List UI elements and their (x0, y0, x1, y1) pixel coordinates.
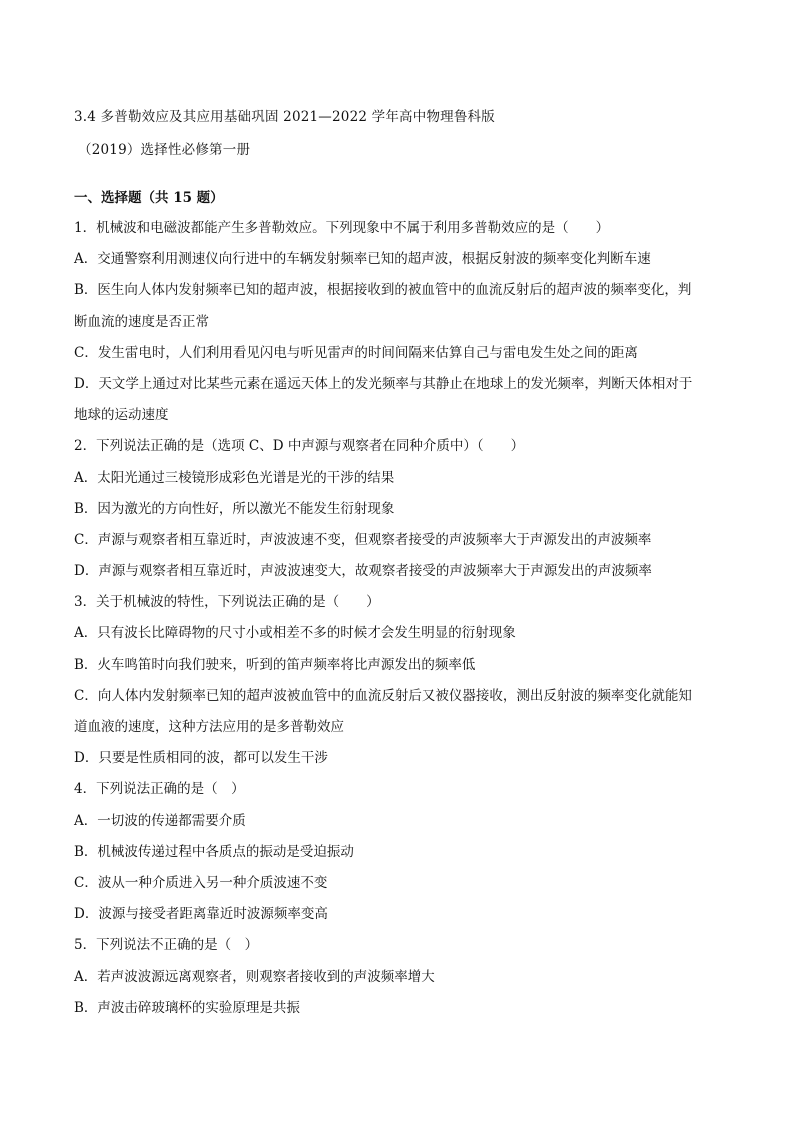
question-line: A．只有波长比障碍物的尺寸小或相差不多的时候才会发生明显的衍射现象 (74, 625, 516, 642)
question-line: B．机械波传递过程中各质点的振动是受迫振动 (74, 843, 354, 860)
question-line: D．天文学上通过对比某些元素在遥远天体上的发光频率与其静止在地球上的发光频率，判断天体相对于 (74, 375, 693, 392)
question-line: B．医生向人体内发射频率已知的超声波，根据接收到的被血管中的血流反射后的超声波的频率变化，判 (74, 282, 692, 299)
question-line: B．声波击碎玻璃杯的实验原理是共振 (74, 999, 300, 1016)
title-line-1: 3.4 多普勒效应及其应用基础巩固 2021—2022 学年高中物理鲁科版 (74, 109, 495, 125)
question-line: A．若声波波源远离观察者，则观察者接收到的声波频率增大 (74, 968, 435, 985)
question-line: 1．机械波和电磁波都能产生多普勒效应。下列现象中不属于利用多普勒效应的是（ ） (74, 220, 610, 236)
question-line: D．波源与接受者距离靠近时波源频率变高 (74, 906, 328, 923)
question-line: 3．关于机械波的特性，下列说法正确的是（ ） (74, 594, 380, 611)
question-line: 5．下列说法不正确的是（ ） (74, 937, 259, 954)
question-line: D．声源与观察者相互靠近时，声波波速变大，故观察者接受的声波频率大于声源发出的声波频率 (74, 563, 652, 580)
question-line: 4．下列说法正确的是（ ） (74, 781, 245, 798)
question-line: B．火车鸣笛时向我们驶来，听到的笛声频率将比声源发出的频率低 (74, 656, 476, 673)
question-line: 断血流的速度是否正常 (74, 313, 209, 330)
question-line: C．发生雷电时，人们利用看见闪电与听见雷声的时间间隔来估算自己与雷电发生处之间的距离 (74, 344, 638, 361)
title-line-2: （2019）选择性必修第一册 (78, 142, 251, 158)
question-line: C．向人体内发射频率已知的超声波被血管中的血流反射后又被仪器接收，测出反射波的频率变化就能知 (74, 687, 692, 704)
question-line: C．波从一种介质进入另一种介质波速不变 (74, 874, 328, 891)
document-title (74, 101, 734, 167)
question-line: A．一切波的传递都需要介质 (74, 812, 246, 829)
question-line: 2．下列说法正确的是（选项 C、D 中声源与观察者在同种介质中）（ ） (74, 438, 525, 455)
question-list (74, 213, 724, 1024)
question-line: B．因为激光的方向性好，所以激光不能发生衍射现象 (74, 500, 395, 517)
question-line: 地球的运动速度 (74, 407, 169, 424)
question-line: D．只要是性质相同的波，都可以发生干涉 (74, 750, 328, 767)
question-line: C．声源与观察者相互靠近时，声波波速不变，但观察者接受的声波频率大于声源发出的声波频率 (74, 531, 652, 548)
question-line: A．交通警察利用测速仪向行进中的车辆发射频率已知的超声波，根据反射波的频率变化判断车速 (74, 251, 651, 268)
question-line: A．太阳光通过三棱镜形成彩色光谱是光的干涉的结果 (74, 469, 395, 486)
section-heading: 一、选择题（共 15 题） (74, 190, 224, 206)
question-line: 道血液的速度，这种方法应用的是多普勒效应 (74, 719, 344, 735)
